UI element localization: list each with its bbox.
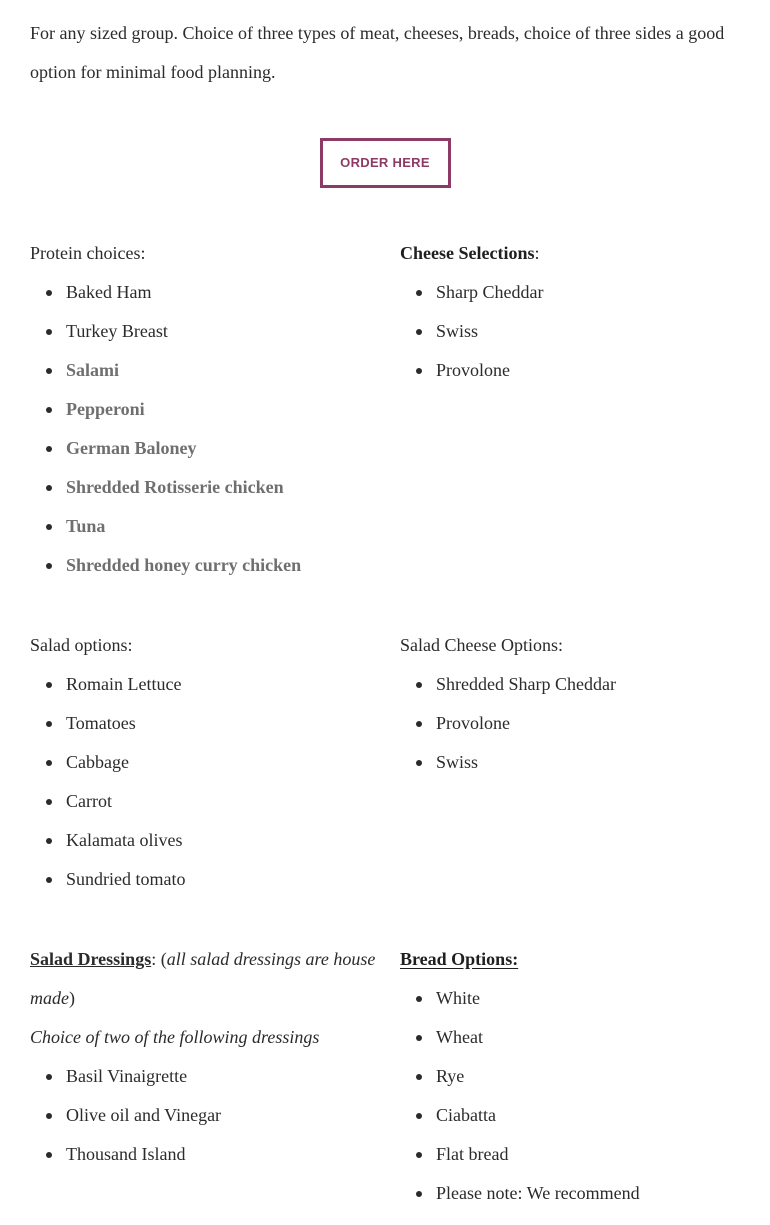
order-button-container [0,138,770,188]
salad-list [30,665,380,899]
cheese-heading [400,234,750,273]
list-item: Flat bread [400,1135,750,1174]
dressings-heading [30,940,380,1018]
list-item: Sundried tomato [30,860,380,899]
list-item: Swiss [400,312,750,351]
list-item: Pepperoni [30,390,380,429]
list-item: Shredded honey curry chicken [30,546,380,585]
cheese-list [400,273,750,390]
list-item: Provolone [400,704,750,743]
bread-list [400,979,750,1213]
list-item: Turkey Breast [30,312,380,351]
list-item: Swiss [400,743,750,782]
list-item: German Baloney [30,429,380,468]
protein-heading: Protein choices: [30,243,146,263]
list-item: Rye [400,1057,750,1096]
dressings-close: ) [69,988,75,1008]
list-item: Kalamata olives [30,821,380,860]
cheese-heading-suffix: : [534,243,540,263]
salad-cheese-section [400,626,750,782]
cheese-section [400,234,750,390]
list-item: White [400,979,750,1018]
salad-cheese-list [400,665,750,782]
dressings-list [30,1057,380,1174]
dressings-note: all salad dressings are house made [30,949,376,1008]
salad-cheese-heading: Salad Cheese Options: [400,635,563,655]
dressings-choice-note: Choice of two of the following dressings [30,1027,320,1047]
list-item: Ciabatta [400,1096,750,1135]
list-item: Shredded Sharp Cheddar [400,665,750,704]
bread-section [400,940,750,1213]
list-item: Salami [30,351,380,390]
order-here-button[interactable]: ORDER HERE [320,138,451,188]
dressings-section [30,940,380,1174]
list-item: Basil Vinaigrette [30,1057,380,1096]
list-item: Tuna [30,507,380,546]
bread-heading [400,940,750,979]
bread-heading-title: Bread Options: [400,949,519,969]
list-item: Baked Ham [30,273,380,312]
list-item: Wheat [400,1018,750,1057]
list-item: Romain Lettuce [30,665,380,704]
list-item: Shredded Rotisserie chicken [30,468,380,507]
list-item: Cabbage [30,743,380,782]
salad-section [30,626,380,899]
list-item: Sharp Cheddar [400,273,750,312]
list-item: Thousand Island [30,1135,380,1174]
dressings-separator: : ( [151,949,167,969]
list-item: Olive oil and Vinegar [30,1096,380,1135]
cheese-heading-title: Cheese Selections [400,243,535,263]
list-item: Tomatoes [30,704,380,743]
salad-heading: Salad options: [30,635,133,655]
protein-section [30,234,380,585]
intro-text: For any sized group. Choice of three types of meat, cheeses, breads, choice of three sides a good option for minimal food planning. [30,23,725,82]
list-item: Please note: We recommend [400,1174,750,1213]
list-item: Carrot [30,782,380,821]
protein-list [30,273,380,585]
dressings-heading-title: Salad Dressings [30,949,152,969]
list-item: Provolone [400,351,750,390]
